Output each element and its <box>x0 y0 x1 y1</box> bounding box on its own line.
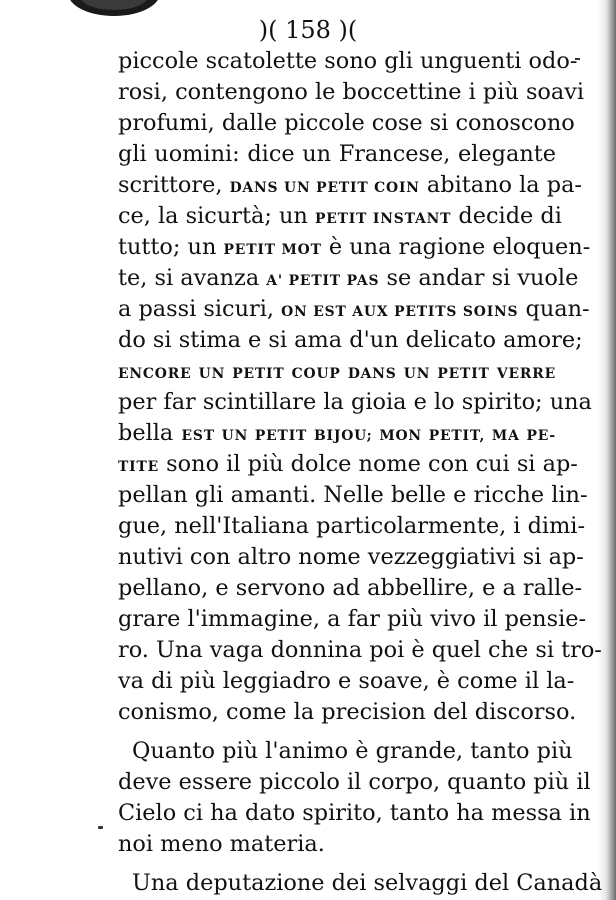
french-phrase: A' PETIT PAS <box>266 273 380 289</box>
text-run: ce, la sicurtà; un <box>118 203 315 229</box>
text-line <box>118 356 556 387</box>
text-line <box>118 77 585 108</box>
text-line <box>118 263 579 294</box>
text-run: profumi, dalle piccole cose si conoscono <box>118 110 575 136</box>
text-line <box>118 325 583 356</box>
french-phrase: PETIT MOT <box>223 242 322 258</box>
french-phrase: DANS UN PETIT COIN <box>229 180 420 196</box>
text-line <box>118 829 556 860</box>
text-run: decide di <box>451 203 562 229</box>
text-line <box>118 294 590 325</box>
text-line <box>118 573 583 604</box>
text-run: gli uomini: dice un Francese, elegante <box>118 141 556 167</box>
text-run: bella <box>118 420 182 446</box>
french-phrase: ON EST AUX PETITS SOINS <box>281 304 519 320</box>
text-run: rosi, contengono le boccettine i più soavi <box>118 79 585 105</box>
text-run: va di più leggiadro e soave, è come il la- <box>118 668 575 694</box>
text-line <box>118 767 591 798</box>
text-run: pellano, e servono ad abbellire, e a ralle- <box>118 575 583 601</box>
text-line <box>118 139 556 170</box>
text-line <box>118 511 586 542</box>
text-run: gue, nell'Italiana particolarmente, i dimi- <box>118 513 586 539</box>
text-line <box>118 170 582 201</box>
paragraph-gap <box>118 860 556 868</box>
text-line <box>118 418 556 449</box>
text-run: pellan gli amanti. Nelle belle e ricche lin- <box>118 482 588 508</box>
text-run: se andar si vuole <box>379 265 579 291</box>
text-line <box>118 542 584 573</box>
text-run: quan- <box>518 296 590 322</box>
text-run: per far scintillare la gioia e lo spirito; una <box>118 389 592 415</box>
text-line <box>118 798 591 829</box>
text-line <box>118 46 578 77</box>
french-phrase: PETIT INSTANT <box>314 211 452 227</box>
page-edge-shadow <box>598 0 616 900</box>
body-text <box>118 46 603 899</box>
text-line <box>118 201 562 232</box>
page-number: )( 158 )( <box>258 16 358 44</box>
text-run: do si stima e si ama d'un delicato amore; <box>118 327 583 353</box>
text-line <box>118 449 578 480</box>
text-line <box>118 604 587 635</box>
text-run: scrittore, <box>118 172 230 198</box>
text-run: è una ragione eloquen- <box>321 234 591 260</box>
text-run: piccole scatolette sono gli unguenti odo- <box>118 48 578 74</box>
text-run: Una deputazione dei selvaggi del Canadà <box>132 870 603 896</box>
french-phrase: EST UN PETIT BIJOU; MON PETIT, MA PE- <box>181 428 557 444</box>
french-phrase: ENCORE UN PETIT COUP DANS UN PETIT VERRE <box>118 366 556 382</box>
text-run: Quanto più l'animo è grande, tanto più <box>132 738 573 764</box>
text-line <box>118 697 577 728</box>
text-run: ro. Una vaga donnina poi è quel che si tro- <box>118 637 602 663</box>
text-run: Cielo ci ha dato spirito, tanto ha messa in <box>118 800 591 826</box>
text-line <box>118 480 588 511</box>
text-line <box>118 232 591 263</box>
text-line <box>118 635 602 666</box>
text-run: grare l'immagine, a far più vivo il pensie- <box>118 606 587 632</box>
text-run: sono il più dolce nome con cui si ap- <box>159 451 578 477</box>
text-run: a passi sicuri, <box>118 296 282 322</box>
text-line <box>118 868 603 899</box>
french-phrase: TITE <box>118 459 160 475</box>
text-line <box>118 666 575 697</box>
text-line <box>118 387 592 418</box>
text-run: conismo, come la precision del discorso. <box>118 699 577 725</box>
text-line <box>118 736 573 767</box>
text-run: noi meno materia. <box>118 831 325 857</box>
text-line <box>118 108 575 139</box>
text-run: abitano la pa- <box>419 172 582 198</box>
text-run: deve essere piccolo il corpo, quanto più il <box>118 769 591 795</box>
text-run: nutivi con altro nome vezzeggiativi si ap- <box>118 544 584 570</box>
text-run: te, si avanza <box>118 265 267 291</box>
margin-speck-lower <box>98 826 103 829</box>
text-run: tutto; un <box>118 234 224 260</box>
paragraph-gap <box>118 728 556 736</box>
